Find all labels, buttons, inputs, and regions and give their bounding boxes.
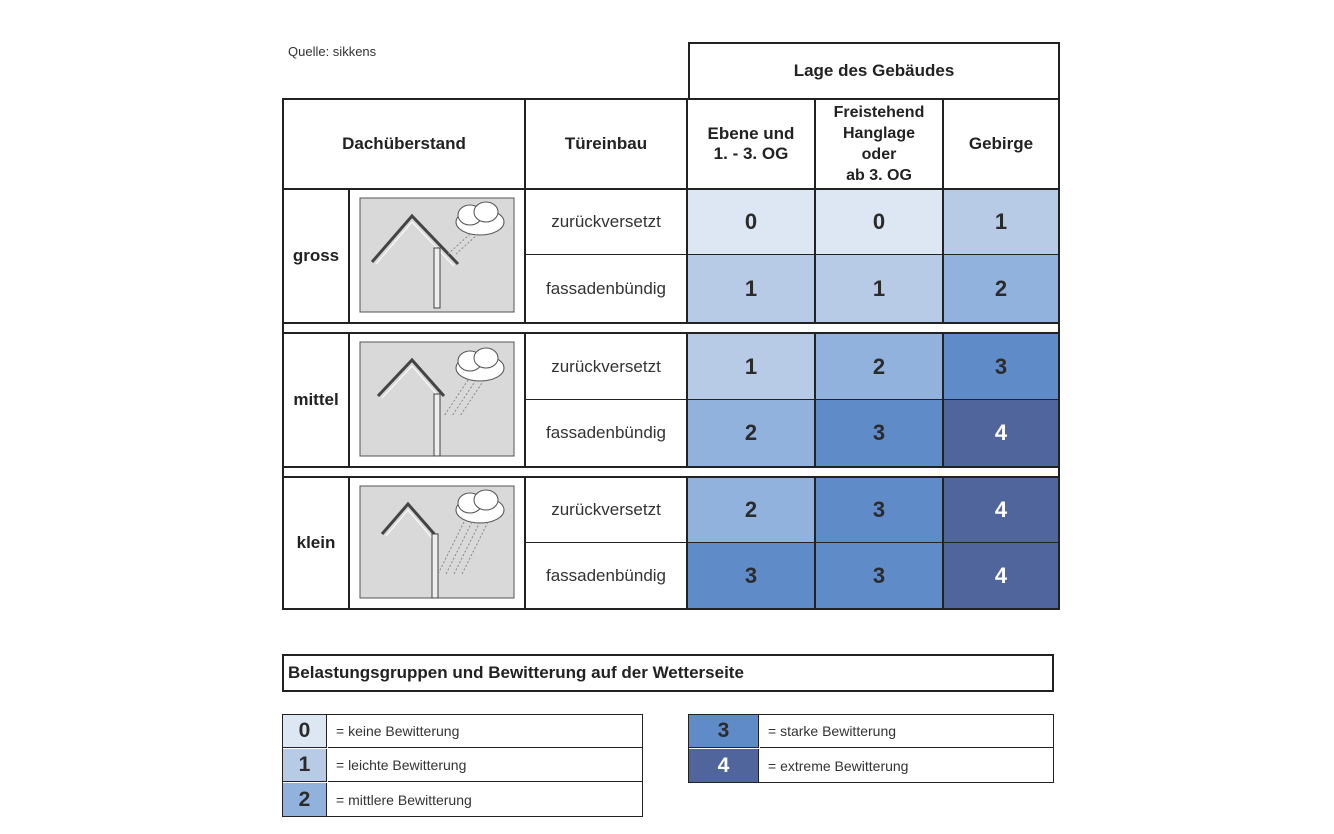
- legend-text-4: = extreme Bewitterung: [768, 757, 909, 774]
- legend-key-2: 2: [283, 783, 327, 816]
- value-cell: 0: [816, 190, 944, 255]
- value-cell: 1: [688, 334, 816, 400]
- door-cell: zurückversetzt: [526, 478, 688, 543]
- value-cell: 1: [944, 190, 1058, 255]
- value-cell: 4: [944, 400, 1058, 466]
- value-cell: 2: [816, 334, 944, 400]
- door-cell: fassadenbündig: [526, 255, 688, 322]
- group-label-klein: klein: [284, 478, 350, 608]
- legend-text-0: = keine Bewitterung: [328, 715, 642, 748]
- legend-key-0: 0: [283, 715, 327, 748]
- value-cell: 3: [688, 543, 816, 608]
- value-cell: 2: [688, 400, 816, 466]
- source-note: Quelle: sikkens: [288, 44, 377, 59]
- legend-title: Belastungsgruppen und Bewitterung auf der Wetterseite: [282, 654, 1054, 692]
- house-image-gross: [352, 190, 526, 322]
- value-cell: 3: [816, 400, 944, 466]
- value-cell: 4: [944, 543, 1058, 608]
- legend-text-1: = leichte Bewitterung: [328, 749, 642, 782]
- value-cell: 4: [944, 478, 1058, 543]
- legend-text-3: = starke Bewitterung: [760, 715, 1053, 748]
- house-image-klein: [352, 478, 526, 608]
- value-cell: 3: [944, 334, 1058, 400]
- header-mountain: Gebirge: [968, 134, 1034, 153]
- value-cell: 1: [688, 255, 816, 322]
- value-cell: 3: [816, 478, 944, 543]
- door-cell: zurückversetzt: [526, 334, 688, 400]
- house-image-mittel: [352, 334, 526, 466]
- group-label-mittel: mittel: [284, 334, 350, 466]
- group-label-gross: gross: [284, 190, 350, 322]
- header-free: Freistehend Hanglage oder ab 3. OG: [816, 100, 944, 188]
- house-rain-icon: [352, 478, 524, 608]
- header-overhang: Dachüberstand: [284, 100, 526, 188]
- legend-key-4: 4: [689, 749, 759, 782]
- location-header: Lage des Gebäudes: [688, 42, 1060, 100]
- door-cell: fassadenbündig: [526, 400, 688, 466]
- value-cell: 3: [816, 543, 944, 608]
- value-cell: 0: [688, 190, 816, 255]
- group-separator: [284, 322, 1058, 334]
- group-separator: [284, 466, 1058, 478]
- header-door: Türeinbau: [526, 100, 688, 188]
- header-plain: Ebene und 1. - 3. OG: [688, 100, 816, 188]
- house-rain-icon: [352, 334, 524, 466]
- value-cell: 1: [816, 255, 944, 322]
- house-rain-icon: [352, 190, 524, 322]
- door-cell: zurückversetzt: [526, 190, 688, 255]
- legend-key-3: 3: [689, 715, 759, 748]
- value-cell: 2: [944, 255, 1058, 322]
- legend-text-2: = mittlere Bewitterung: [336, 791, 472, 808]
- legend-key-1: 1: [283, 749, 327, 782]
- door-cell: fassadenbündig: [526, 543, 688, 608]
- value-cell: 2: [688, 478, 816, 543]
